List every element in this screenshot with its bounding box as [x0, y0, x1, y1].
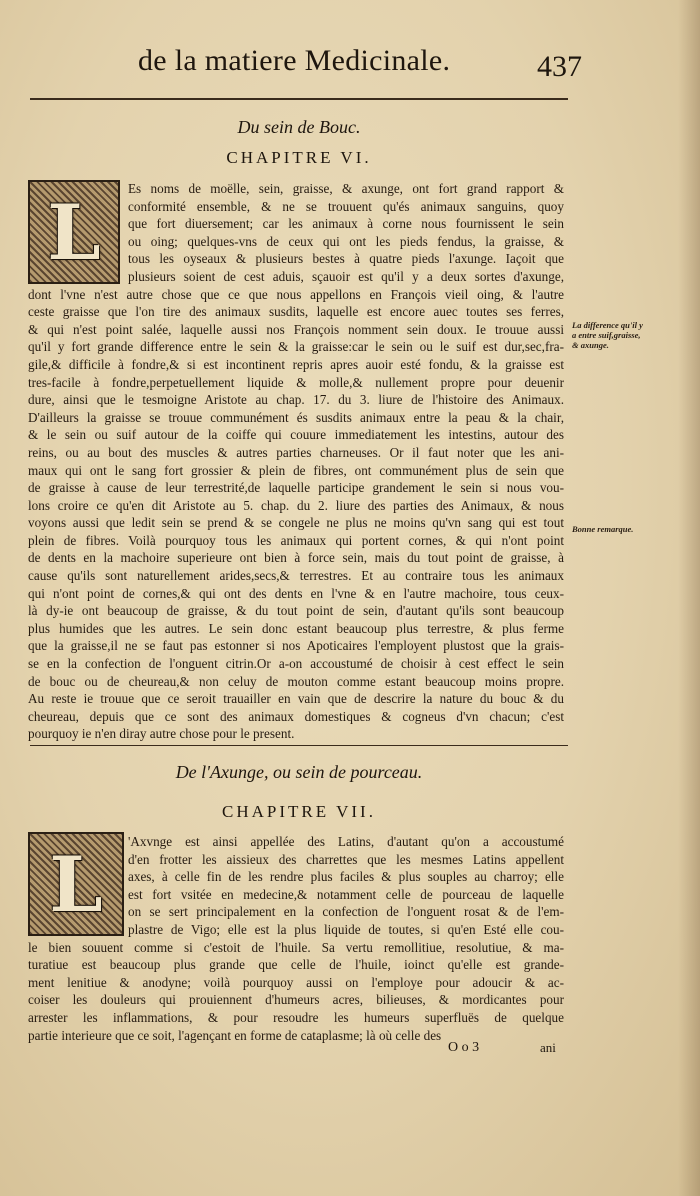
text-line: conformité ensemble, & ne se trouuent qu'és animaux sanguins, quoy — [128, 198, 564, 214]
margin-note-remarque: Bonne remarque. — [572, 524, 634, 534]
header-rule — [30, 98, 568, 100]
text-line: plusieurs soient de cest aduis, sçauoir est qu'il y a deux sortes d'axunge, — [128, 268, 564, 284]
signature-mark: O o 3 — [448, 1040, 480, 1055]
text-line: tous les oyseaux & plusieurs bestes à quatre pieds l'axunge. Iaçoit que — [128, 251, 564, 267]
text-line: se en la confection de l'onguent citrin.Or a-on accoustumé de choisir à cest effect le sein — [28, 656, 564, 672]
text-line: 'Axvnge est ainsi appellée des Latins, d'autant qu'on a accoustumé — [128, 834, 564, 849]
text-line: on se sert principalement en la confection de l'onguent rosat & de l'em- — [128, 904, 564, 920]
text-line: de graisse à cause de leur terrestrité,de laquelle participe grandement le sein si nous vou- — [28, 480, 564, 496]
text-line: là dy-ie ont beaucoup de graisse, & du tout point de sein, d'autant qu'ils sont beaucoup — [28, 603, 564, 619]
initial-letter-2: L — [49, 839, 103, 929]
running-head: de la matiere Medicinale. — [138, 44, 451, 77]
text-line: arrester les inflammations, & pour resoudre les humeurs superfluës de quelque — [28, 1009, 564, 1025]
text-line: axes, à celle fin de les rendre plus faciles & plus souples au charroy; elle — [128, 869, 564, 885]
text-line: turatiue est beaucoup plus grande que celle de l'huile, ioinct qu'elle est grande- — [28, 957, 564, 973]
text-line: partie interieure que ce soit, l'agençant en forme de cataplasme; là où celle des — [28, 1027, 442, 1043]
text-line: que fort diuersement; car les animaux à corne nous fournissent le sein — [128, 216, 564, 232]
section-title-bouc: Du sein de Bouc. — [237, 117, 361, 137]
text-line: gile,& difficile à fondre,& si est incontinent repris apres auoir esté fondu, & la graisse est — [28, 356, 564, 372]
margin-note-difference: La difference qu'il y a entre suif,graisse, & axunge. — [572, 320, 643, 350]
text-line: de bouc ou de cheureau,& non celuy de mouton comme estant beaucoup moins propre. — [28, 673, 564, 689]
text-line: cheureau, depuis que ce sont des animaux domestiques & cogneus d'vn chacun; c'est — [28, 708, 564, 724]
text-line: dure, ainsi que le tesmoigne Aristote au chap. 17. du 3. liure de l'histoire des Animaux. — [28, 392, 564, 408]
text-line: ou oing; quelques-vns de ceux qui ont les pieds fendus, la graisse, & — [128, 233, 564, 249]
text-line: d'en frotter les aissieux des charrettes que les mesmes Latins appellent — [128, 851, 564, 867]
text-line: est fort vsitée en medecine,& notamment celle de pourceau de laquelle — [128, 886, 564, 902]
text-line: pourquoy ie n'en diray autre chose pour le present. — [28, 726, 295, 742]
text-line: qu'il y fort grande difference entre le sein & la graisse:car le sein ou le suif est dur,sec,fra- — [28, 339, 564, 355]
text-line: cause qu'ils sont naturellement arides,secs,& terrestres. Et au contraire tous les animaux — [28, 568, 564, 584]
chapter-heading-7: CHAPITRE VII. — [222, 802, 376, 821]
text-line: plastre de Vigo; elle est la plus liquide de toutes, si qu'en Esté elle cou- — [128, 921, 564, 937]
page-edge-shadow — [678, 0, 700, 1196]
text-line: le bien souuent comme si c'estoit de l'huile. Sa vertu remollitiue, resolutiue, & ma- — [28, 939, 564, 955]
text-line: coiser les douleurs qui prouiennent d'humeurs acres, bilieuses, & mordicantes pour — [28, 992, 564, 1008]
text-line: & qui n'est point salée, laquelle aussi nos François nomment sein doux. Ie trouue aussi — [28, 321, 564, 337]
text-line: maux qui ont le sang fort grossier & plein de fibres, ont communément plus de sein que — [28, 462, 564, 478]
initial-letter: L — [47, 187, 101, 277]
text-line: ceste graisse que l'on tire des animaux susdits, laquelle est encore auec toutes ses ferres, — [28, 304, 564, 320]
text-line: tres-facile à fondre,perpetuellement liquide & molle,& nullement propre pour deuenir — [28, 374, 564, 390]
text-line: & le sein ou suif autour de la coiffe qui couure immediatement les intestins, autour des — [28, 427, 564, 443]
text-line: plus humides que les autres. Le sein donc estant beaucoup plus terrestre, & plus ferme — [28, 620, 564, 636]
text-line: D'ailleurs la graisse se trouue communément és susdits animaux entre la peau & la chair, — [28, 409, 564, 425]
catchword: ani — [540, 1040, 556, 1055]
text-line: que la graisse,il ne se faut pas estonner si nos Apoticaires l'employent plustost que la grais- — [28, 638, 564, 654]
page-number: 437 — [537, 50, 582, 83]
text-line: reins, ou au bout des muscles & autres parties charneuses. Or il faut noter que les ani- — [28, 444, 564, 460]
section-divider — [30, 745, 568, 746]
section-body-axunge — [28, 833, 564, 1044]
text-line: dont l'vne n'est autre chose que ce que nous appellons en François vieil oing, & l'autre — [28, 286, 564, 302]
text-line: lons croire ce qu'en dit Aristote au 5. chap. du 2. liure des parties des Animaux, & nous — [28, 497, 564, 513]
section-title-axunge: De l'Axunge, ou sein de pourceau. — [175, 762, 423, 782]
chapter-heading-6: CHAPITRE VI. — [226, 148, 372, 167]
text-line: plein de fibres. Voilà pourquoy tous les animaux qui portent cornes, & qui n'ont point — [28, 532, 564, 548]
text-line: Es noms de moëlle, sein, graisse, & axunge, ont fort grand rapport & — [128, 181, 564, 196]
text-line: Au reste ie trouue que ce seroit trauailler en vain que de descrire la nature du bouc & du — [28, 691, 564, 707]
section-body-bouc — [28, 180, 564, 743]
text-line: voyons aussi que ledit sein se prend & se congele ne plus ne moins qu'vn sang qui est tout — [28, 515, 564, 531]
text-line: de dents en la machoire superieure ont bien à force sein, mais du tout point de graisse, à — [28, 550, 564, 566]
page-header — [138, 42, 582, 83]
text-line: qui n'ont point de cornes,& qui ont des dents en l'vne & en l'autre machoire, tous ceux- — [28, 585, 564, 601]
text-line: ment lenitiue & anodyne; voilà pourquoy aussi on l'employe pour adoucir & ac- — [28, 974, 564, 990]
